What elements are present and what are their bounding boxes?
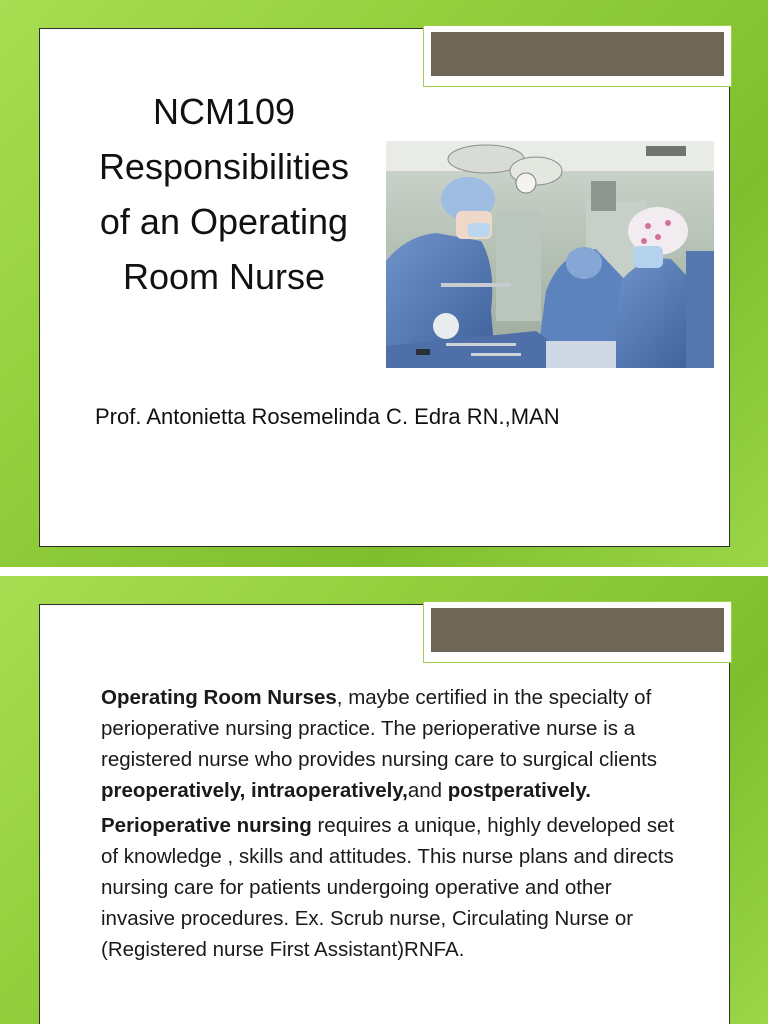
paragraph-perioperative-nursing <box>101 810 681 965</box>
bold-lead-1: Operating Room Nurses <box>101 686 337 709</box>
para1-text1: , maybe certified in the specialty of perioperative nursing practice. The perioperative nurse is a registered nurse who provides nursing care to surgical clients <box>101 686 658 771</box>
title-line-4: Room Nurse <box>122 256 326 297</box>
bold-mid-1: preoperatively, intraoperatively, <box>101 779 408 802</box>
slide-2-tab-fill <box>431 608 724 652</box>
bold-lead-2: Perioperative nursing <box>101 814 312 837</box>
paragraph-operating-room-nurses <box>101 682 681 806</box>
slide-1-tab-fill <box>431 32 724 76</box>
slide-divider <box>0 567 768 576</box>
title-line-1: NCM109 <box>152 91 296 132</box>
author-name: Prof. Antonietta Rosemelinda C. Edra RN.,MAN <box>95 404 560 429</box>
title-line-2: Responsibilities <box>98 146 350 187</box>
para2-text: requires a unique, highly developed set of knowledge , skills and attitudes. This nurse plans and directs nursing care for patients undergoing operative and other invasive procedures. Ex. Scrub nurse, Circulating Nurse or (Registered nurse First Assistant)RNFA. <box>101 814 675 961</box>
slide-2-body <box>101 682 681 965</box>
title-line-3: of an Operating <box>99 201 349 242</box>
slide-2-tab <box>423 601 732 663</box>
slide-1-tab <box>423 25 732 87</box>
bold-end-1: postperatively. <box>447 779 591 802</box>
operating-room-photo <box>386 141 714 368</box>
para1-text2: and <box>407 779 448 802</box>
slide-title <box>70 84 378 304</box>
